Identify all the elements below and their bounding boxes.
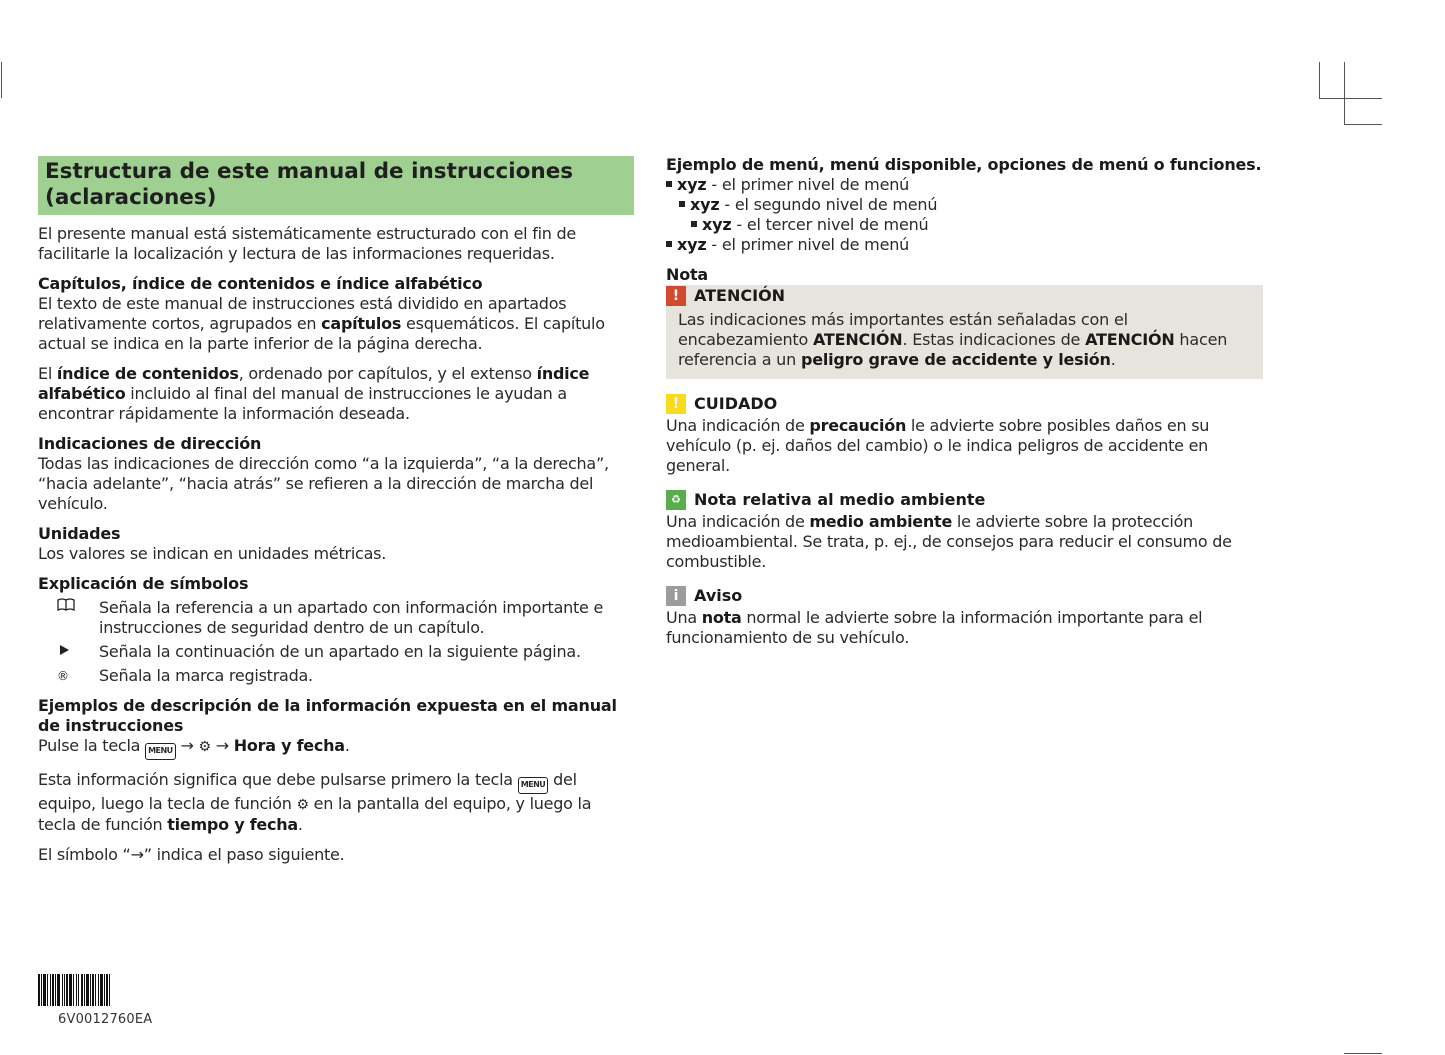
atencion-text: Las indicaciones más importantes están señaladas con el encabezamiento ATENCIÓN. Estas indicaciones de ATENCIÓN hacen referencia a un peligro grave de accidente y lesión. bbox=[678, 310, 1228, 369]
examples-section bbox=[38, 696, 634, 865]
environment-icon: ♻ bbox=[666, 490, 686, 510]
cuidado-header bbox=[666, 393, 1263, 415]
units-section bbox=[38, 524, 634, 564]
caution-icon: ! bbox=[666, 394, 686, 414]
intro-paragraph: El presente manual está sistemáticamente estructurado con el fin de facilitarle la localización y lectura de las informaciones requeridas. bbox=[38, 224, 576, 263]
directions-text: Todas las indicaciones de dirección como “a la izquierda”, “a la derecha”, “hacia adelante”, “hacia atrás” se refieren a la dirección de marcha del vehículo. bbox=[38, 454, 609, 513]
ambiente-header bbox=[666, 489, 1263, 511]
crop-mark-bottom-right bbox=[1344, 1053, 1382, 1054]
symbols-heading: Explicación de símbolos bbox=[38, 574, 249, 593]
menu-level-row: xyz - el tercer nivel de menú bbox=[666, 215, 1263, 235]
registered-icon: ® bbox=[57, 669, 69, 683]
aviso-section bbox=[666, 585, 1263, 648]
arrow-icon: → bbox=[180, 736, 194, 755]
arrow-icon: → bbox=[215, 736, 229, 755]
aviso-title: Aviso bbox=[694, 586, 743, 605]
examples-heading: Ejemplos de descripción de la información expuesta en el manual de instrucciones bbox=[38, 696, 617, 735]
crop-mark-right-horizontal-1 bbox=[1319, 98, 1382, 99]
symbol-text: Señala la referencia a un apartado con información importante e instrucciones de seguridad dentro de un capítulo. bbox=[99, 598, 604, 637]
ambiente-text: Una indicación de medio ambiente le advierte sobre la protección medioambiental. Se trata, p. ej., de consejos para reducir el consumo de combustible. bbox=[666, 512, 1232, 571]
left-column bbox=[38, 156, 634, 875]
nota-heading: Nota bbox=[666, 265, 709, 284]
directions-section bbox=[38, 434, 634, 514]
directions-heading: Indicaciones de dirección bbox=[38, 434, 262, 453]
square-bullet-icon bbox=[666, 241, 672, 247]
barcode-number: 6V0012760EA bbox=[58, 1012, 153, 1027]
triangle-right-icon bbox=[38, 642, 99, 662]
square-bullet-icon bbox=[666, 181, 672, 187]
cuidado-title: CUIDADO bbox=[694, 394, 778, 413]
info-icon: i bbox=[666, 586, 686, 606]
units-text: Los valores se indican en unidades métricas. bbox=[38, 544, 387, 563]
cuidado-text: Una indicación de precaución le advierte sobre posibles daños en su vehículo (p. ej. daños del cambio) o le indica peligros de accidente en general. bbox=[666, 416, 1210, 475]
menu-key-icon: MENU bbox=[518, 777, 549, 794]
square-bullet-icon bbox=[679, 201, 685, 207]
examples-paragraph-1: Esta información significa que debe pulsarse primero la tecla MENU del equipo, luego la tecla de función ⚙ en la pantalla del equipo, y luego la tecla de función tiempo y fecha. bbox=[38, 770, 592, 834]
menu-level-row: xyz - el segundo nivel de menú bbox=[666, 195, 1263, 215]
ambiente-title: Nota relativa al medio ambiente bbox=[694, 490, 986, 509]
crop-mark-right-horizontal-2 bbox=[1344, 124, 1382, 125]
chapters-section bbox=[38, 274, 634, 424]
menu-example-heading: Ejemplo de menú, menú disponible, opciones de menú o funciones. bbox=[666, 155, 1262, 174]
symbol-row bbox=[38, 642, 634, 662]
atencion-title: ATENCIÓN bbox=[694, 286, 786, 305]
menu-example-list bbox=[666, 175, 1263, 255]
page-title: Estructura de este manual de instrucciones (aclaraciones) bbox=[45, 159, 574, 210]
book-icon bbox=[38, 598, 99, 638]
symbol-text: Señala la continuación de un apartado en la siguiente página. bbox=[99, 642, 581, 661]
gear-icon: ⚙ bbox=[296, 797, 309, 813]
chapters-paragraph-2: El índice de contenidos, ordenado por capítulos, y el extenso índice alfabético incluido al final del manual de instrucciones le ayudan a encontrar rápidamente la información deseada. bbox=[38, 364, 590, 423]
units-heading: Unidades bbox=[38, 524, 121, 543]
barcode-icon bbox=[38, 974, 165, 1006]
aviso-header bbox=[666, 585, 1263, 607]
aviso-text: Una nota normal le advierte sobre la información importante para el funcionamiento de su vehículo. bbox=[666, 608, 1203, 647]
crop-mark-right-vertical-1 bbox=[1319, 62, 1320, 99]
examples-paragraph-2: El símbolo “→” indica el paso siguiente. bbox=[38, 845, 345, 864]
menu-level-row: xyz - el primer nivel de menú bbox=[666, 235, 1263, 255]
menu-level-row: xyz - el primer nivel de menú bbox=[666, 175, 1263, 195]
chapters-paragraph-1: El texto de este manual de instrucciones está dividido en apartados relativamente cortos, agrupados en capítulos esquemáticos. El capítulo actual se indica en la parte inferior de la página derecha. bbox=[38, 294, 605, 353]
symbol-row bbox=[38, 666, 634, 686]
warning-icon: ! bbox=[666, 286, 686, 306]
chapters-heading: Capítulos, índice de contenidos e índice alfabético bbox=[38, 274, 483, 293]
cuidado-section bbox=[666, 393, 1263, 476]
symbols-list bbox=[38, 598, 634, 686]
symbol-text: Señala la marca registrada. bbox=[99, 666, 313, 685]
ambiente-section bbox=[666, 489, 1263, 572]
crop-mark-left bbox=[1, 62, 2, 98]
symbol-row bbox=[38, 598, 634, 638]
atencion-box bbox=[666, 285, 1263, 379]
gear-icon: ⚙ bbox=[198, 739, 211, 755]
crop-mark-right-vertical-2 bbox=[1344, 62, 1345, 125]
square-bullet-icon bbox=[691, 221, 697, 227]
atencion-header bbox=[666, 285, 1251, 307]
symbols-section bbox=[38, 574, 634, 686]
section-title-box bbox=[38, 156, 634, 215]
right-column bbox=[666, 156, 1263, 661]
menu-key-icon: MENU bbox=[145, 743, 176, 760]
examples-instruction-line: Pulse la tecla MENU → ⚙ → Hora y fecha. bbox=[38, 736, 634, 760]
